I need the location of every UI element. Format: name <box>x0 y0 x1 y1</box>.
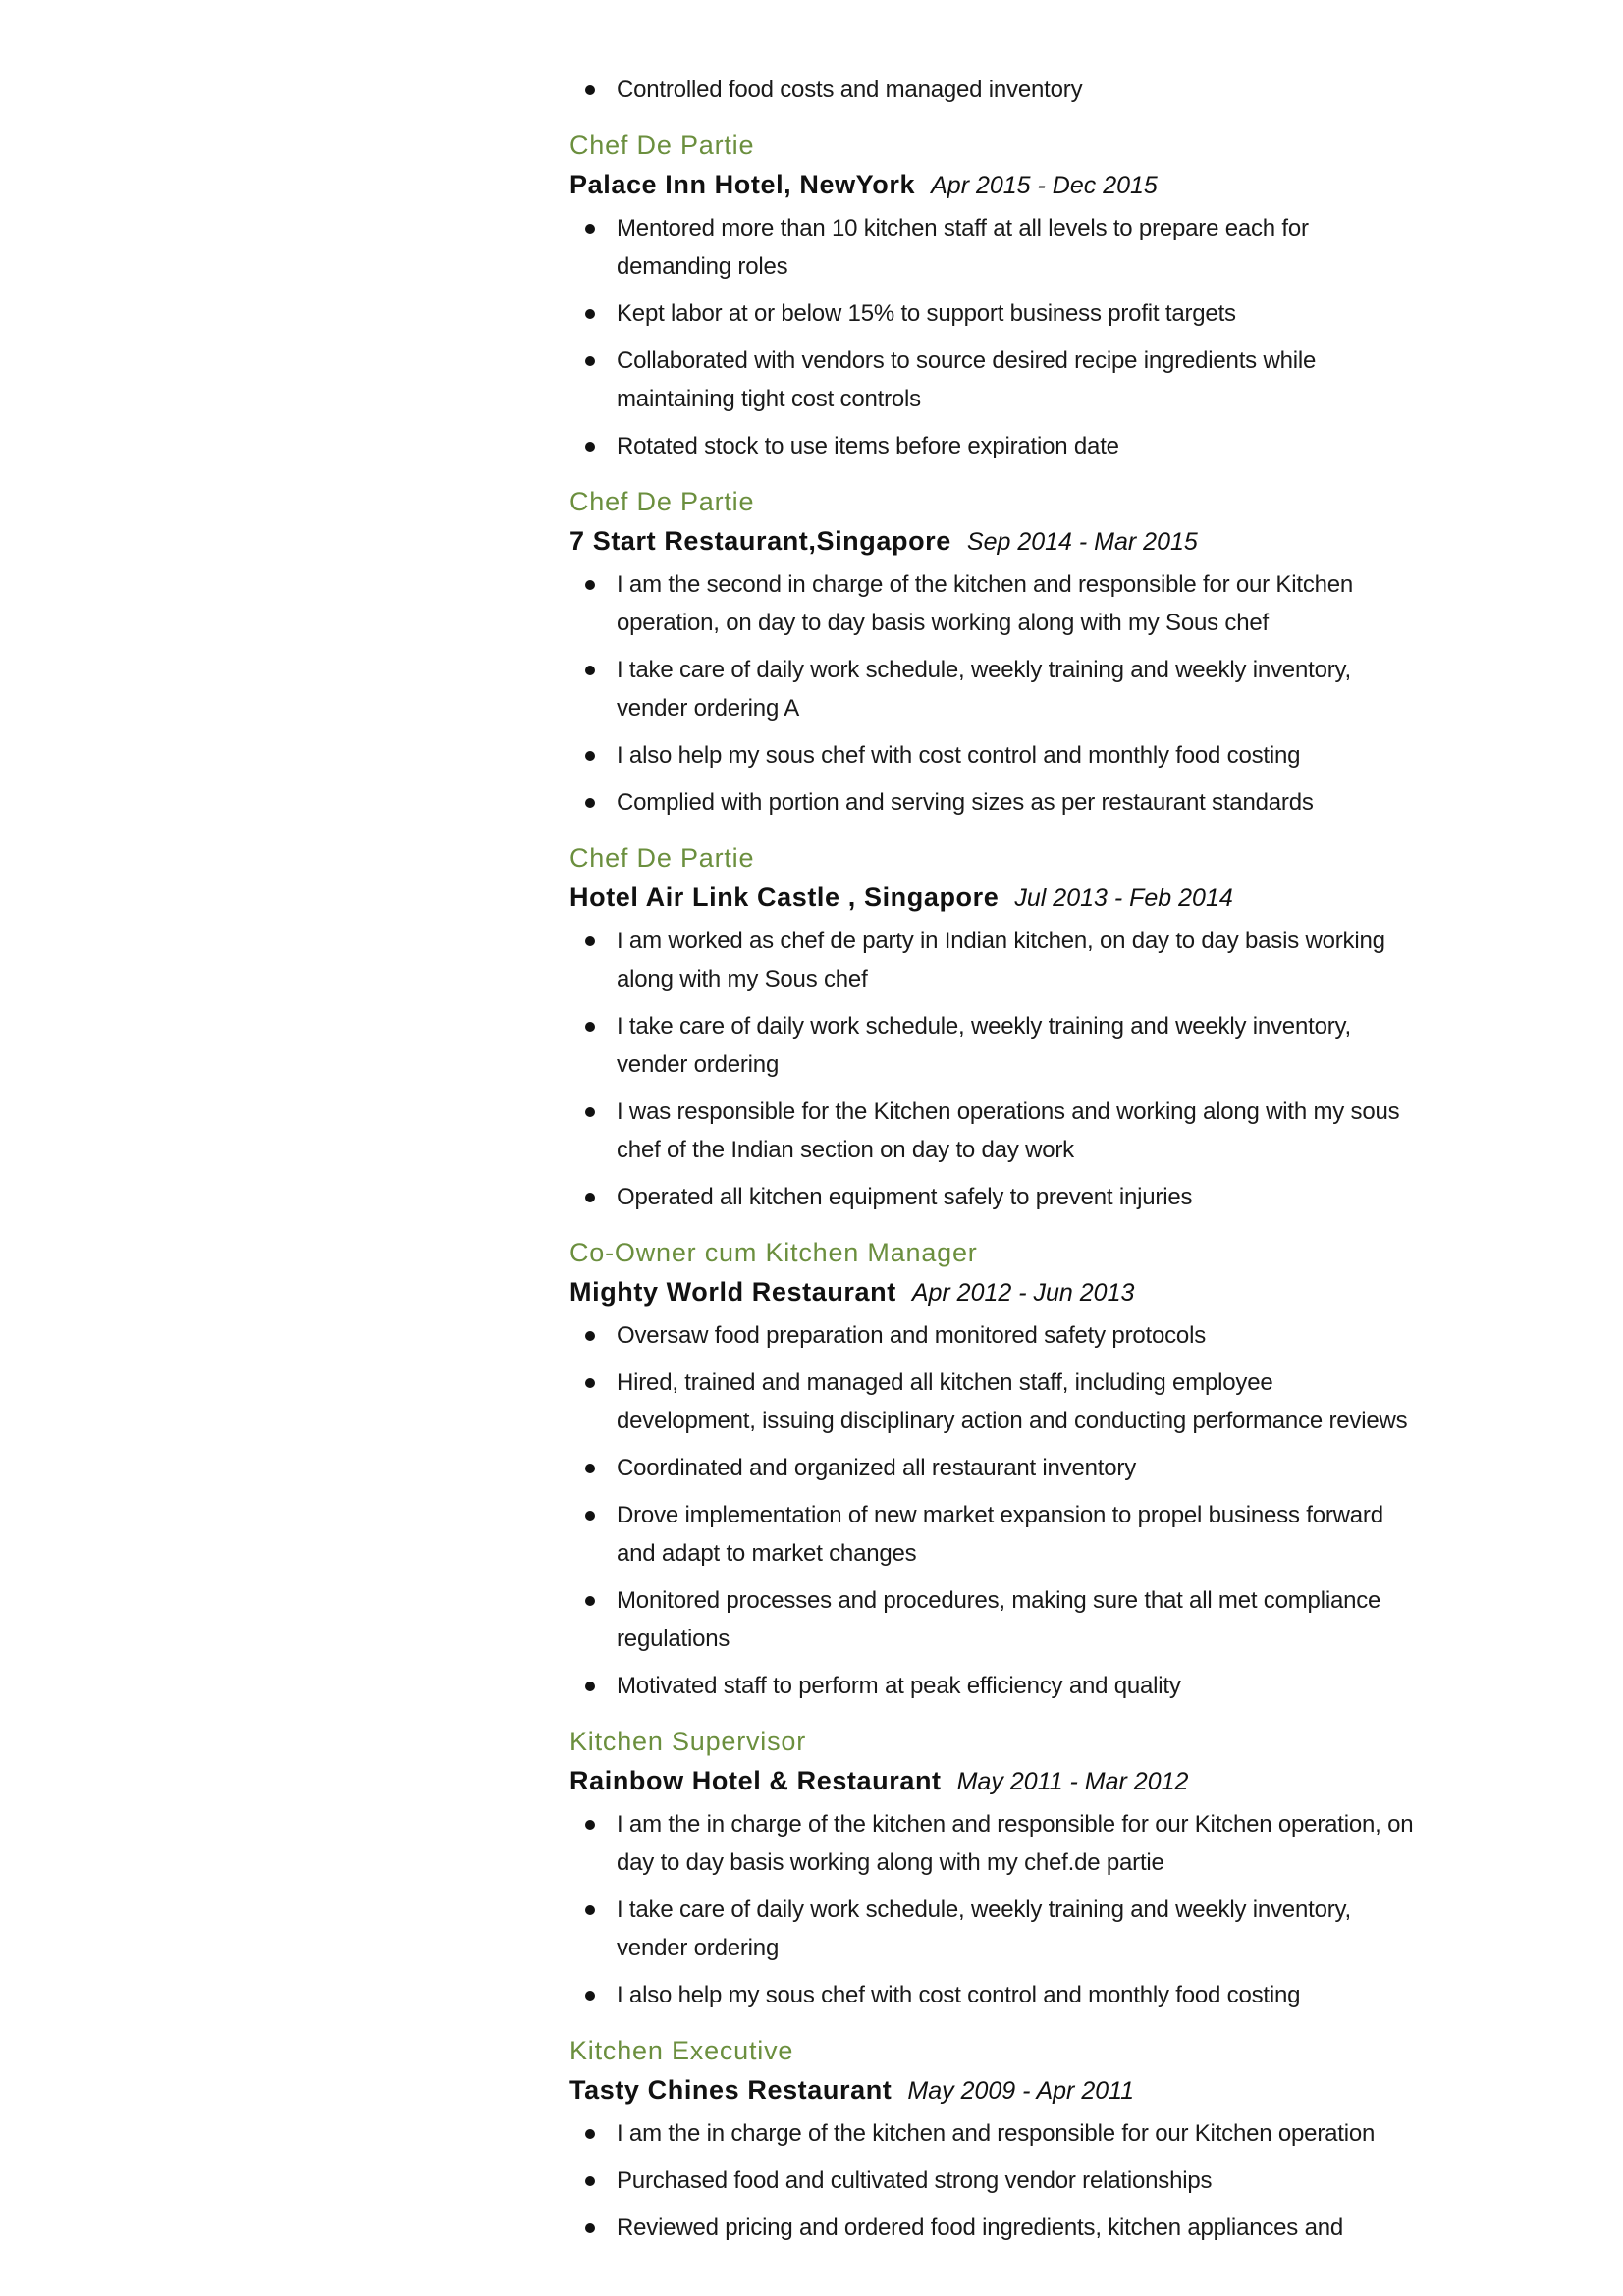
bullet-item <box>569 1667 1542 1705</box>
company-row <box>569 878 1542 922</box>
bullet-item <box>569 1178 1542 1216</box>
work-experience-section <box>569 71 1542 2247</box>
bullet-item <box>569 1805 1542 1882</box>
bullet-text-line: vender ordering A <box>617 695 800 721</box>
bullet-dot-icon <box>585 1991 595 2001</box>
job-entry <box>569 1722 1542 2014</box>
bullet-dot-icon <box>585 1682 595 1691</box>
bullet-dot-icon <box>585 1378 595 1388</box>
bullet-dot-icon <box>585 751 595 761</box>
bullet-text-line: vender ordering <box>617 1051 780 1078</box>
bullet-text-line: I was responsible for the Kitchen operations and working along with my sous <box>617 1098 1400 1125</box>
bullet-text-line: operation, on day to day basis working along with my Sous chef <box>617 610 1269 636</box>
bullet-dot-icon <box>585 309 595 319</box>
bullet-text-line: I take care of daily work schedule, weekly training and weekly inventory, <box>617 1013 1351 1040</box>
job-title: Co-Owner cum Kitchen Manager <box>569 1238 978 1267</box>
bullet-item <box>569 1316 1542 1355</box>
bullet-text-line: I am the in charge of the kitchen and responsible for our Kitchen operation, on <box>617 1811 1414 1838</box>
bullet-text-line: day to day basis working along with my chef.de partie <box>617 1849 1164 1876</box>
bullet-text-line: demanding roles <box>617 253 788 280</box>
bullet-item <box>569 2162 1542 2200</box>
employment-dates: May 2011 - Mar 2012 <box>956 1768 1189 1795</box>
bullet-item <box>569 1891 1542 1967</box>
company-row <box>569 2070 1542 2114</box>
bullet-text-line: Complied with portion and serving sizes as per restaurant standards <box>617 789 1314 816</box>
bullet-dot-icon <box>585 798 595 808</box>
bullet-text-line: development, issuing disciplinary action and conducting performance reviews <box>617 1408 1408 1434</box>
bullet-item <box>569 2209 1542 2247</box>
bullet-text-line: I take care of daily work schedule, weekly training and weekly inventory, <box>617 1896 1351 1923</box>
bullet-text-line: I am worked as chef de party in Indian kitchen, on day to day basis working <box>617 928 1385 954</box>
company-name: Mighty World Restaurant <box>569 1277 896 1307</box>
bullet-dot-icon <box>585 224 595 234</box>
bullet-dot-icon <box>585 2129 595 2139</box>
bullet-dot-icon <box>585 580 595 590</box>
bullet-item <box>569 342 1542 418</box>
job-title: Kitchen Supervisor <box>569 1727 807 1756</box>
bullet-dot-icon <box>585 1107 595 1117</box>
bullet-text-line: Drove implementation of new market expansion to propel business forward <box>617 1502 1383 1528</box>
bullet-text-line: Reviewed pricing and ordered food ingredients, kitchen appliances and <box>617 2215 1344 2241</box>
bullet-item <box>569 1496 1542 1573</box>
company-name: Rainbow Hotel & Restaurant <box>569 1766 942 1795</box>
employment-dates: Apr 2012 - Jun 2013 <box>911 1279 1135 1307</box>
bullet-item <box>569 1976 1542 2014</box>
bullet-dot-icon <box>585 1193 595 1202</box>
company-row <box>569 1272 1542 1316</box>
bullet-text-line: Operated all kitchen equipment safely to prevent injuries <box>617 1184 1193 1210</box>
company-row <box>569 1761 1542 1805</box>
bullet-item <box>569 209 1542 286</box>
employment-dates: Jul 2013 - Feb 2014 <box>1014 884 1233 912</box>
bullet-item <box>569 71 1542 109</box>
bullet-item <box>569 651 1542 727</box>
bullet-text-line: Oversaw food preparation and monitored safety protocols <box>617 1322 1207 1349</box>
bullet-dot-icon <box>585 85 595 95</box>
bullet-dot-icon <box>585 442 595 452</box>
bullet-dot-icon <box>585 936 595 946</box>
bullet-dot-icon <box>585 1331 595 1341</box>
company-row <box>569 165 1542 209</box>
bullet-item <box>569 922 1542 998</box>
company-name: Palace Inn Hotel, NewYork <box>569 170 916 199</box>
bullet-text-line: and adapt to market changes <box>617 1540 917 1567</box>
bullet-text-line: maintaining tight cost controls <box>617 386 921 412</box>
bullet-dot-icon <box>585 356 595 366</box>
bullet-item <box>569 1581 1542 1658</box>
bullet-dot-icon <box>585 1511 595 1521</box>
job-entry <box>569 838 1542 1216</box>
job-entry <box>569 2031 1542 2247</box>
job-entry <box>569 482 1542 822</box>
company-name: 7 Start Restaurant,Singapore <box>569 526 951 556</box>
bullet-text-line: regulations <box>617 1626 730 1652</box>
job-entry <box>569 126 1542 465</box>
job-title: Chef De Partie <box>569 487 755 516</box>
bullet-text-line: I take care of daily work schedule, weekly training and weekly inventory, <box>617 657 1351 683</box>
job-title: Chef De Partie <box>569 843 755 873</box>
bullet-text-line: chef of the Indian section on day to day work <box>617 1137 1074 1163</box>
bullet-text-line: I also help my sous chef with cost control and monthly food costing <box>617 742 1301 769</box>
bullet-dot-icon <box>585 1820 595 1830</box>
bullet-text-line: Rotated stock to use items before expiration date <box>617 433 1119 459</box>
bullet-dot-icon <box>585 1464 595 1473</box>
bullet-item <box>569 294 1542 333</box>
bullet-item <box>569 1363 1542 1440</box>
bullet-text-line: I also help my sous chef with cost control and monthly food costing <box>617 1982 1301 2008</box>
bullet-text-line: Coordinated and organized all restaurant inventory <box>617 1455 1137 1481</box>
bullet-text-line: Mentored more than 10 kitchen staff at all levels to prepare each for <box>617 215 1309 241</box>
job-title: Chef De Partie <box>569 131 755 160</box>
bullet-text-line: along with my Sous chef <box>617 966 868 992</box>
bullet-dot-icon <box>585 1022 595 1032</box>
bullet-dot-icon <box>585 666 595 675</box>
company-name: Hotel Air Link Castle , Singapore <box>569 882 1000 912</box>
bullet-text-line: vender ordering <box>617 1935 780 1961</box>
bullet-item <box>569 565 1542 642</box>
company-row <box>569 521 1542 565</box>
employment-dates: Apr 2015 - Dec 2015 <box>931 172 1158 199</box>
bullet-text-line: Hired, trained and managed all kitchen staff, including employee <box>617 1369 1273 1396</box>
employment-dates: May 2009 - Apr 2011 <box>907 2077 1135 2105</box>
bullet-dot-icon <box>585 1596 595 1606</box>
bullet-item <box>569 1007 1542 1084</box>
bullet-text-line: Purchased food and cultivated strong vendor relationships <box>617 2167 1213 2194</box>
bullet-item <box>569 783 1542 822</box>
bullet-item <box>569 1093 1542 1169</box>
bullet-text-line: Monitored processes and procedures, making sure that all met compliance <box>617 1587 1381 1614</box>
intro-bullets <box>569 71 1542 109</box>
job-title: Kitchen Executive <box>569 2036 794 2065</box>
bullet-item <box>569 736 1542 774</box>
bullet-item <box>569 1449 1542 1487</box>
bullet-item <box>569 427 1542 465</box>
job-entry <box>569 1233 1542 1705</box>
bullet-dot-icon <box>585 2223 595 2233</box>
bullet-dot-icon <box>585 2176 595 2186</box>
bullet-item <box>569 2114 1542 2153</box>
bullet-text-line: I am the in charge of the kitchen and responsible for our Kitchen operation <box>617 2120 1376 2147</box>
company-name: Tasty Chines Restaurant <box>569 2075 893 2105</box>
bullet-text-line: Controlled food costs and managed inventory <box>617 77 1083 103</box>
employment-dates: Sep 2014 - Mar 2015 <box>966 528 1198 556</box>
bullet-text-line: Kept labor at or below 15% to support business profit targets <box>617 300 1236 327</box>
bullet-text-line: Motivated staff to perform at peak efficiency and quality <box>617 1673 1181 1699</box>
bullet-text-line: I am the second in charge of the kitchen and responsible for our Kitchen <box>617 571 1354 598</box>
bullet-text-line: Collaborated with vendors to source desired recipe ingredients while <box>617 347 1317 374</box>
bullet-dot-icon <box>585 1905 595 1915</box>
